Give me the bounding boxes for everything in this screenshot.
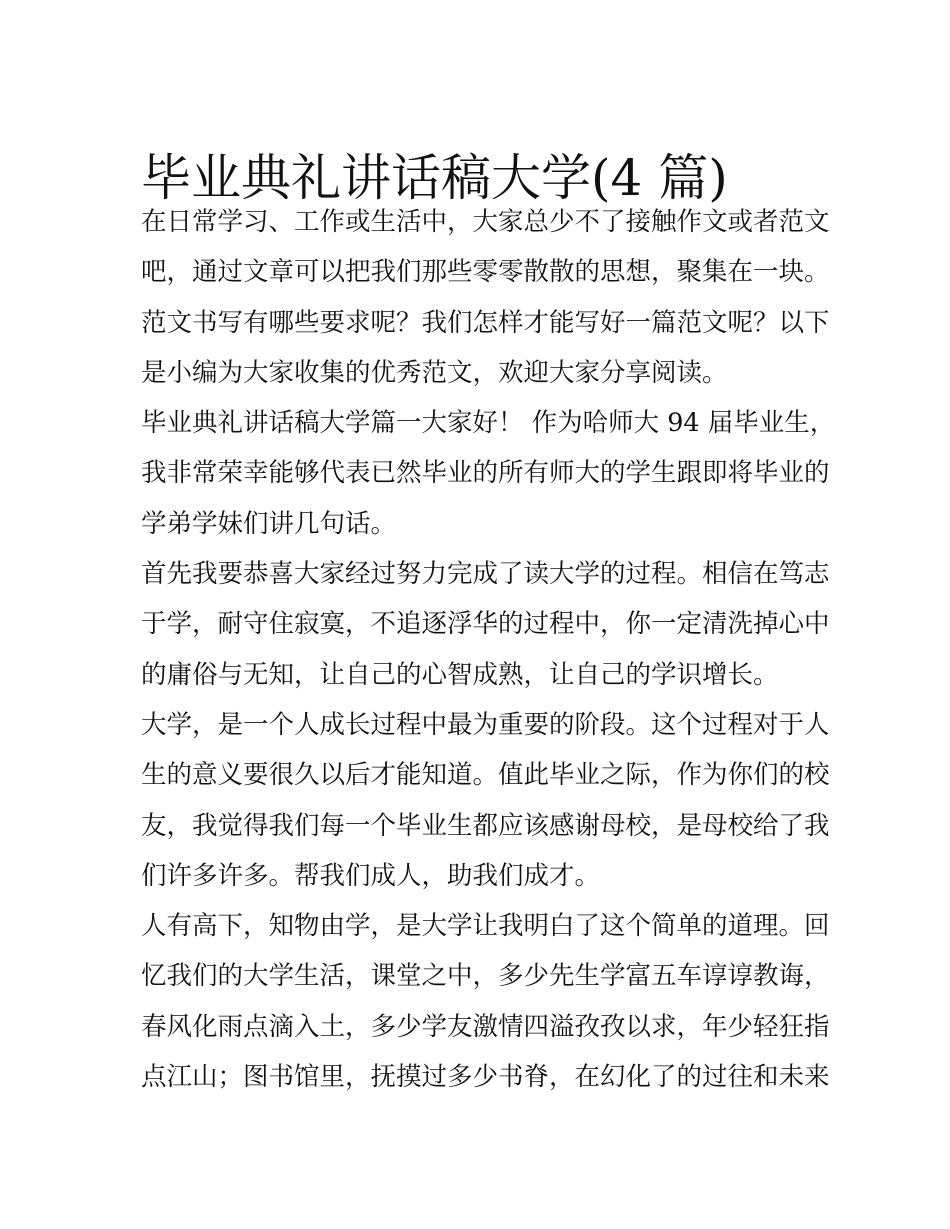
text-line: 毕业典礼讲话稿大学篇一大家好！ 作为哈师大 94 届毕业生， (141, 408, 836, 439)
text-line: 忆我们的大学生活，课堂之中，多少先生学富五车谆谆教诲， (141, 961, 830, 992)
text-line: 点江山；图书馆里，抚摸过多少书脊，在幻化了的过往和未来 (141, 1062, 830, 1093)
paragraph (141, 398, 836, 549)
text-line: 吧，通过文章可以把我们那些零零散散的思想，聚集在一块。 (141, 257, 830, 288)
text-line: 大学，是一个人成长过程中最为重要的阶段。这个过程对于人 (141, 709, 830, 740)
text-line: 生的意义要很久以后才能知道。值此毕业之际，作为你们的校 (141, 760, 830, 791)
text-line: 学弟学妹们讲几句话。 (141, 508, 397, 539)
document-body (141, 197, 836, 1102)
text-line: 在日常学习、工作或生活中，大家总少不了接触作文或者范文 (141, 207, 830, 237)
text-line: 们许多许多。帮我们成人，助我们成才。 (141, 860, 601, 891)
text-line: 的庸俗与无知，让自己的心智成熟，让自己的学识增长。 (141, 659, 779, 690)
text-line: 我非常荣幸能够代表已然毕业的所有师大的学生跟即将毕业的 (141, 458, 830, 489)
paragraph (141, 549, 830, 700)
paragraph (141, 700, 830, 901)
text-line: 范文书写有哪些要求呢？我们怎样才能写好一篇范文呢？以下 (141, 307, 830, 338)
text-line: 友，我觉得我们每一个毕业生都应该感谢母校，是母校给了我 (141, 810, 830, 841)
text-line: 是小编为大家收集的优秀范文，欢迎大家分享阅读。 (141, 357, 728, 388)
text-line: 于学，耐守住寂寞，不追逐浮华的过程中，你一定清洗掉心中 (141, 609, 830, 640)
text-line: 首先我要恭喜大家经过努力完成了读大学的过程。相信在笃志 (141, 559, 830, 590)
text-line: 人有高下，知物由学，是大学让我明白了这个简单的道理。回 (141, 911, 830, 942)
document-title: 毕业典礼讲话稿大学(4 篇) (141, 148, 728, 207)
paragraph (141, 197, 830, 398)
text-line: 春风化雨点滴入土，多少学友激情四溢孜孜以求，年少轻狂指 (141, 1011, 830, 1042)
paragraph (141, 901, 830, 1102)
